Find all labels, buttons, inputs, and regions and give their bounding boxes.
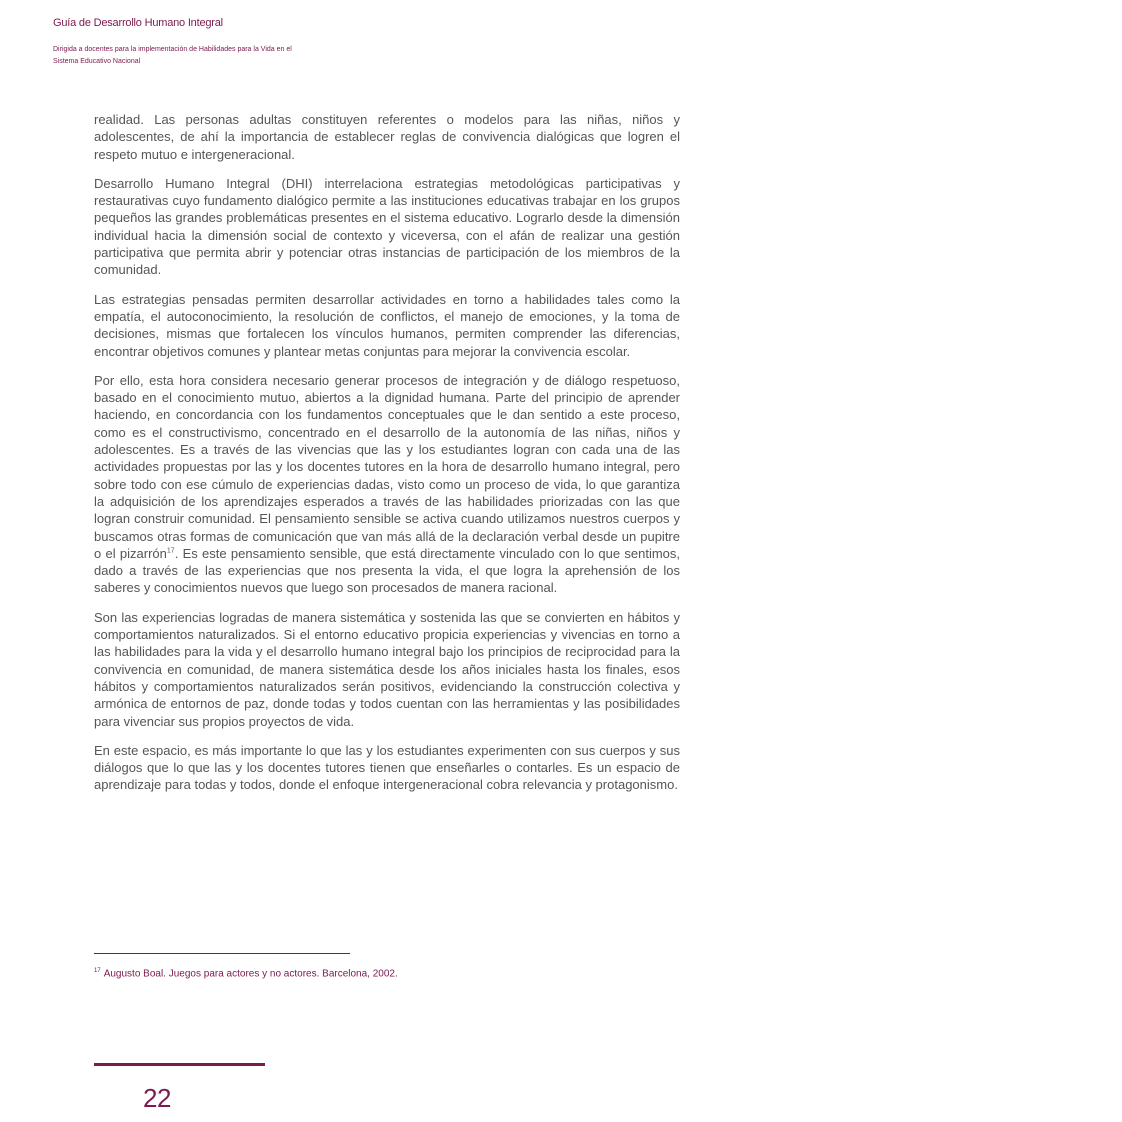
paragraph bbox=[94, 372, 680, 597]
paragraph-text: . Es este pensamiento sensible, que está directamente vinculado con lo que sentimos, dado a través de las experiencias que nos presenta la vida, el que logra la aprehensión de los saberes y conocimientos nuevos que luego son procesados de manera racional. bbox=[94, 545, 680, 596]
footnote-text: Augusto Boal. Juegos para actores y no actores. Barcelona, 2002. bbox=[103, 968, 398, 980]
paragraph-text: Por ello, esta hora considera necesario generar procesos de integración y de diálogo respetuoso, basado en el conocimiento mutuo, abiertos a la dignidad humana. Parte del principio de aprender haciendo, en concordancia con los fundamentos conceptuales que le dan sentido a este proceso, como es el constructivismo, concentrado en el desarrollo de la autonomía de las niñas, niños y adolescentes. Es a través de las vivencias que las y los estudiantes logran con cada una de las actividades propuestas por las y los docentes tutores en la hora de desarrollo humano integral, pero sobre todo con ese cúmulo de experiencias dadas, visto como un proceso de vida, lo que garantiza la adquisición de los aprendizajes esperados a través de las habilidades priorizadas con las que logran construir comunidad. El pensamiento sensible se activa cuando utilizamos nuestros cuerpos y buscamos otras formas de comunicación que van más allá de la declaración verbal desde un pupitre o el pizarrón bbox=[94, 372, 680, 561]
paragraph: Las estrategias pensadas permiten desarrollar actividades en torno a habilidades tales como la empatía, el autoconocimiento, la resolución de conflictos, el manejo de emociones, y la toma de decisiones, mismas que fortalecen los vínculos humanos, permiten comprender las diferencias, encontrar objetivos comunes y plantear metas conjuntas para mejorar la convivencia escolar. bbox=[94, 291, 680, 359]
page-number-rule bbox=[94, 1063, 265, 1066]
footnote bbox=[94, 968, 398, 979]
running-header-title: Guía de Desarrollo Humano Integral bbox=[53, 17, 223, 29]
footnote-reference: 17 bbox=[166, 547, 175, 555]
footnote-number: 17 bbox=[94, 968, 101, 974]
running-header-subtitle: Dirigida a docentes para la implementación de Habilidades para la Vida en el Sistema Educativo Nacional bbox=[53, 46, 292, 65]
page-number: 22 bbox=[143, 1083, 171, 1113]
paragraph: En este espacio, es más importante lo que las y los estudiantes experimenten con sus cuerpos y sus diálogos que lo que las y los docentes tutores tienen que enseñarles o contarles. Es un espacio de aprendizaje para todas y todos, donde el enfoque intergeneracional cobra relevancia y protagonismo. bbox=[94, 742, 680, 793]
paragraph: realidad. Las personas adultas constituyen referentes o modelos para las niñas, niños y adolescentes, de ahí la importancia de establecer reglas de convivencia dialógicas que logren el respeto mutuo e intergeneracional. bbox=[94, 112, 680, 162]
paragraph: Son las experiencias logradas de manera sistemática y sostenida las que se convierten en hábitos y comportamientos naturalizados. Si el entorno educativo propicia experiencias y vivencias en torno a las habilidades para la vida y el desarrollo humano integral bajo los principios de reciprocidad para la convivencia en comunidad, de manera sistemática desde los años iniciales hasta los finales, esos hábitos y comportamientos naturalizados serán positivos, evidenciando la construcción colectiva y armónica de entornos de paz, donde todas y todos cuentan con las herramientas y las posibilidades para vivenciar sus propios proyectos de vida. bbox=[94, 609, 680, 729]
body-text bbox=[94, 111, 680, 806]
footnote-separator bbox=[94, 953, 350, 954]
paragraph: Desarrollo Humano Integral (DHI) interrelaciona estrategias metodológicas participativas y restaurativas cuyo fundamento dialógico permite a las instituciones educativas trabajar en los grupos pequeños las grandes problemáticas presentes en el sistema educativo. Lograrlo desde la dimensión individual hacia la dimensión social de contexto y viceversa, con el afán de realizar una gestión participativa que permita abrir y potenciar otras instancias de participación de los miembros de la comunidad. bbox=[94, 175, 680, 278]
